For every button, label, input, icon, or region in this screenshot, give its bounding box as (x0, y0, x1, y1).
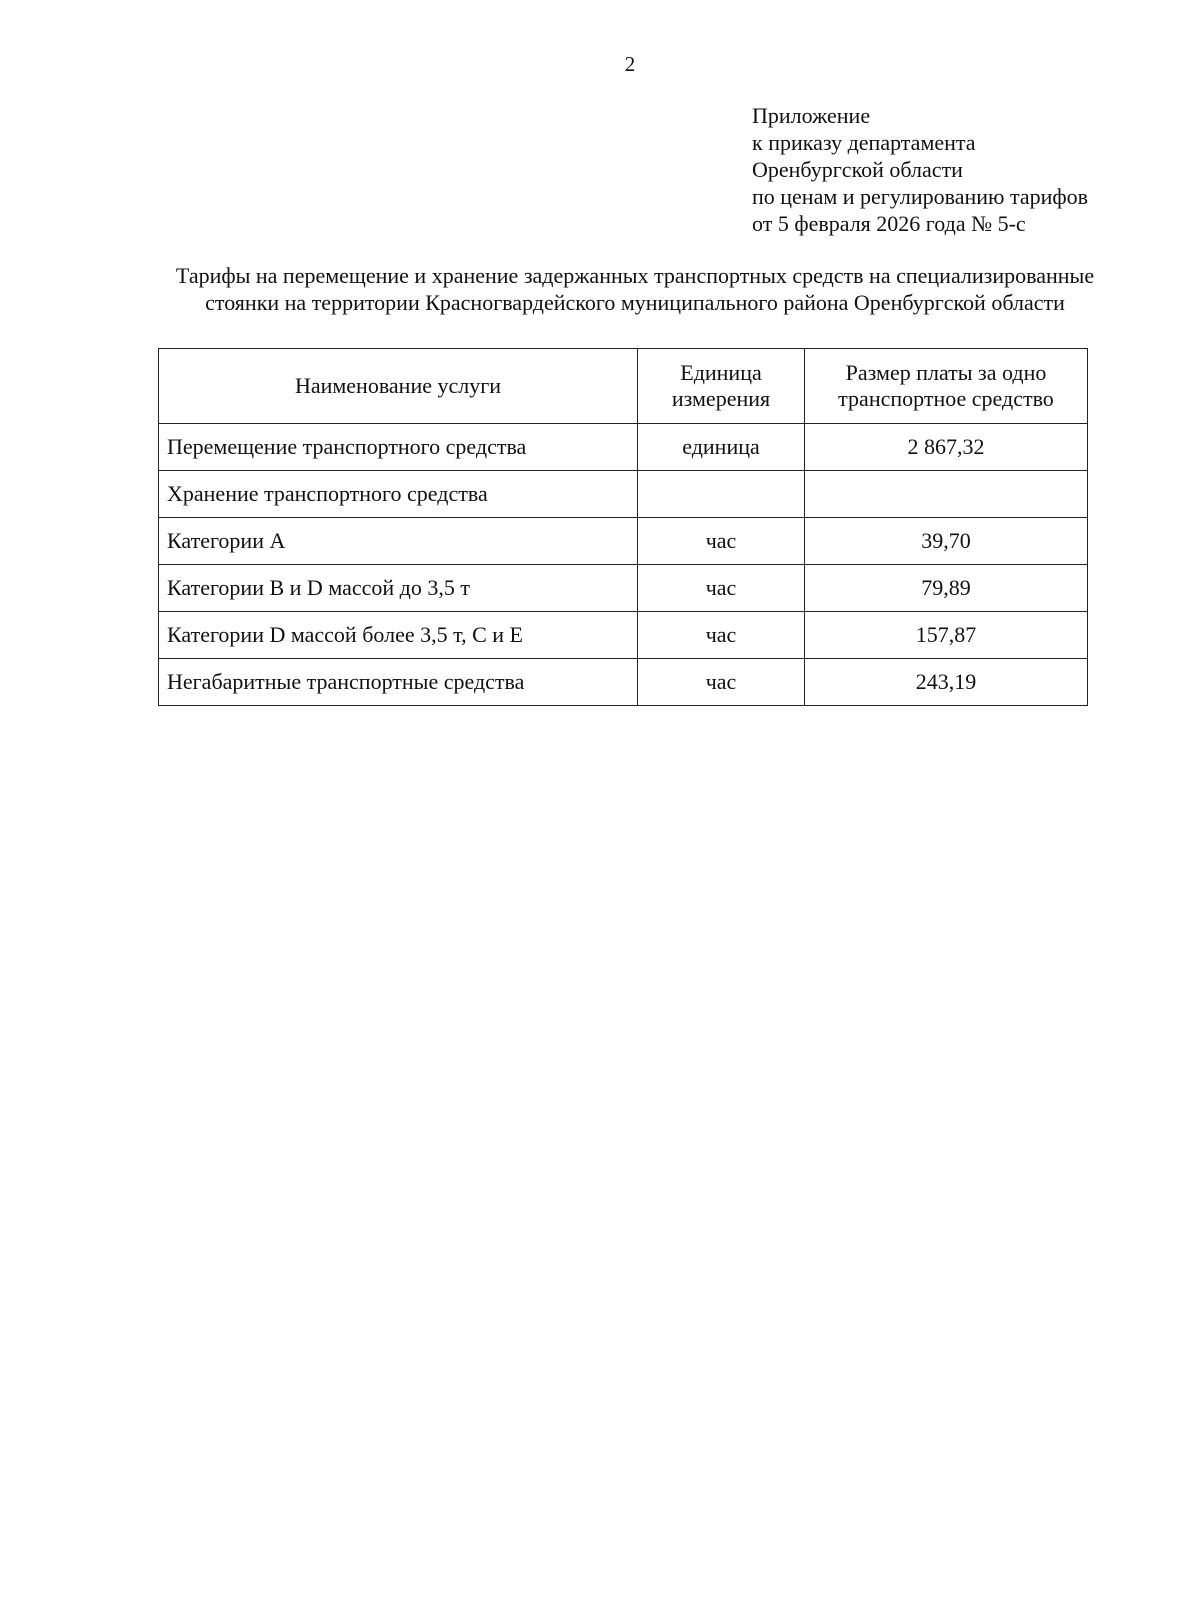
header-unit (638, 349, 805, 424)
tariffs-table (158, 348, 1088, 706)
table-row (159, 659, 1088, 706)
cell-price: 2 867,32 (805, 424, 1088, 471)
cell-service-name: Категории А (159, 518, 638, 565)
cell-service-name: Категории В и D массой до 3,5 т (159, 565, 638, 612)
appendix-line: по ценам и регулированию тарифов (752, 184, 1089, 209)
cell-unit: единица (638, 424, 805, 471)
appendix-line: к приказу департамента (752, 130, 976, 155)
table-row (159, 518, 1088, 565)
cell-service-name: Хранение транспортного средства (159, 471, 638, 518)
cell-price (805, 471, 1088, 518)
table-row (159, 471, 1088, 518)
table-row (159, 424, 1088, 471)
cell-service-name: Перемещение транспортного средства (159, 424, 638, 471)
header-service-name: Наименование услуги (159, 349, 638, 424)
header-price-line: транспортное средство (838, 386, 1054, 411)
header-unit-line: Единица (680, 360, 762, 385)
appendix-block (752, 102, 1088, 237)
cell-unit: час (638, 612, 805, 659)
page-number: 2 (624, 52, 636, 76)
table-row (159, 612, 1088, 659)
cell-unit: час (638, 518, 805, 565)
cell-service-name: Негабаритные транспортные средства (159, 659, 638, 706)
header-price-line: Размер платы за одно (845, 360, 1047, 385)
table-row (159, 565, 1088, 612)
appendix-line: от 5 февраля 2026 года № 5-с (752, 211, 1026, 236)
cell-price: 243,19 (805, 659, 1088, 706)
table-header-row (159, 349, 1088, 424)
cell-price: 39,70 (805, 518, 1088, 565)
title-line: стоянки на территории Красногвардейского муниципального района Оренбургской области (205, 290, 1065, 315)
appendix-line: Приложение (752, 103, 871, 128)
document-title (100, 262, 1170, 316)
appendix-line: Оренбургской области (752, 157, 963, 182)
cell-price: 79,89 (805, 565, 1088, 612)
cell-unit: час (638, 659, 805, 706)
header-unit-line: измерения (671, 386, 771, 411)
header-price (805, 349, 1088, 424)
title-line: Тарифы на перемещение и хранение задержанных транспортных средств на специализированные (175, 263, 1095, 288)
cell-unit (638, 471, 805, 518)
cell-unit: час (638, 565, 805, 612)
cell-price: 157,87 (805, 612, 1088, 659)
cell-service-name: Категории D массой более 3,5 т, С и Е (159, 612, 638, 659)
